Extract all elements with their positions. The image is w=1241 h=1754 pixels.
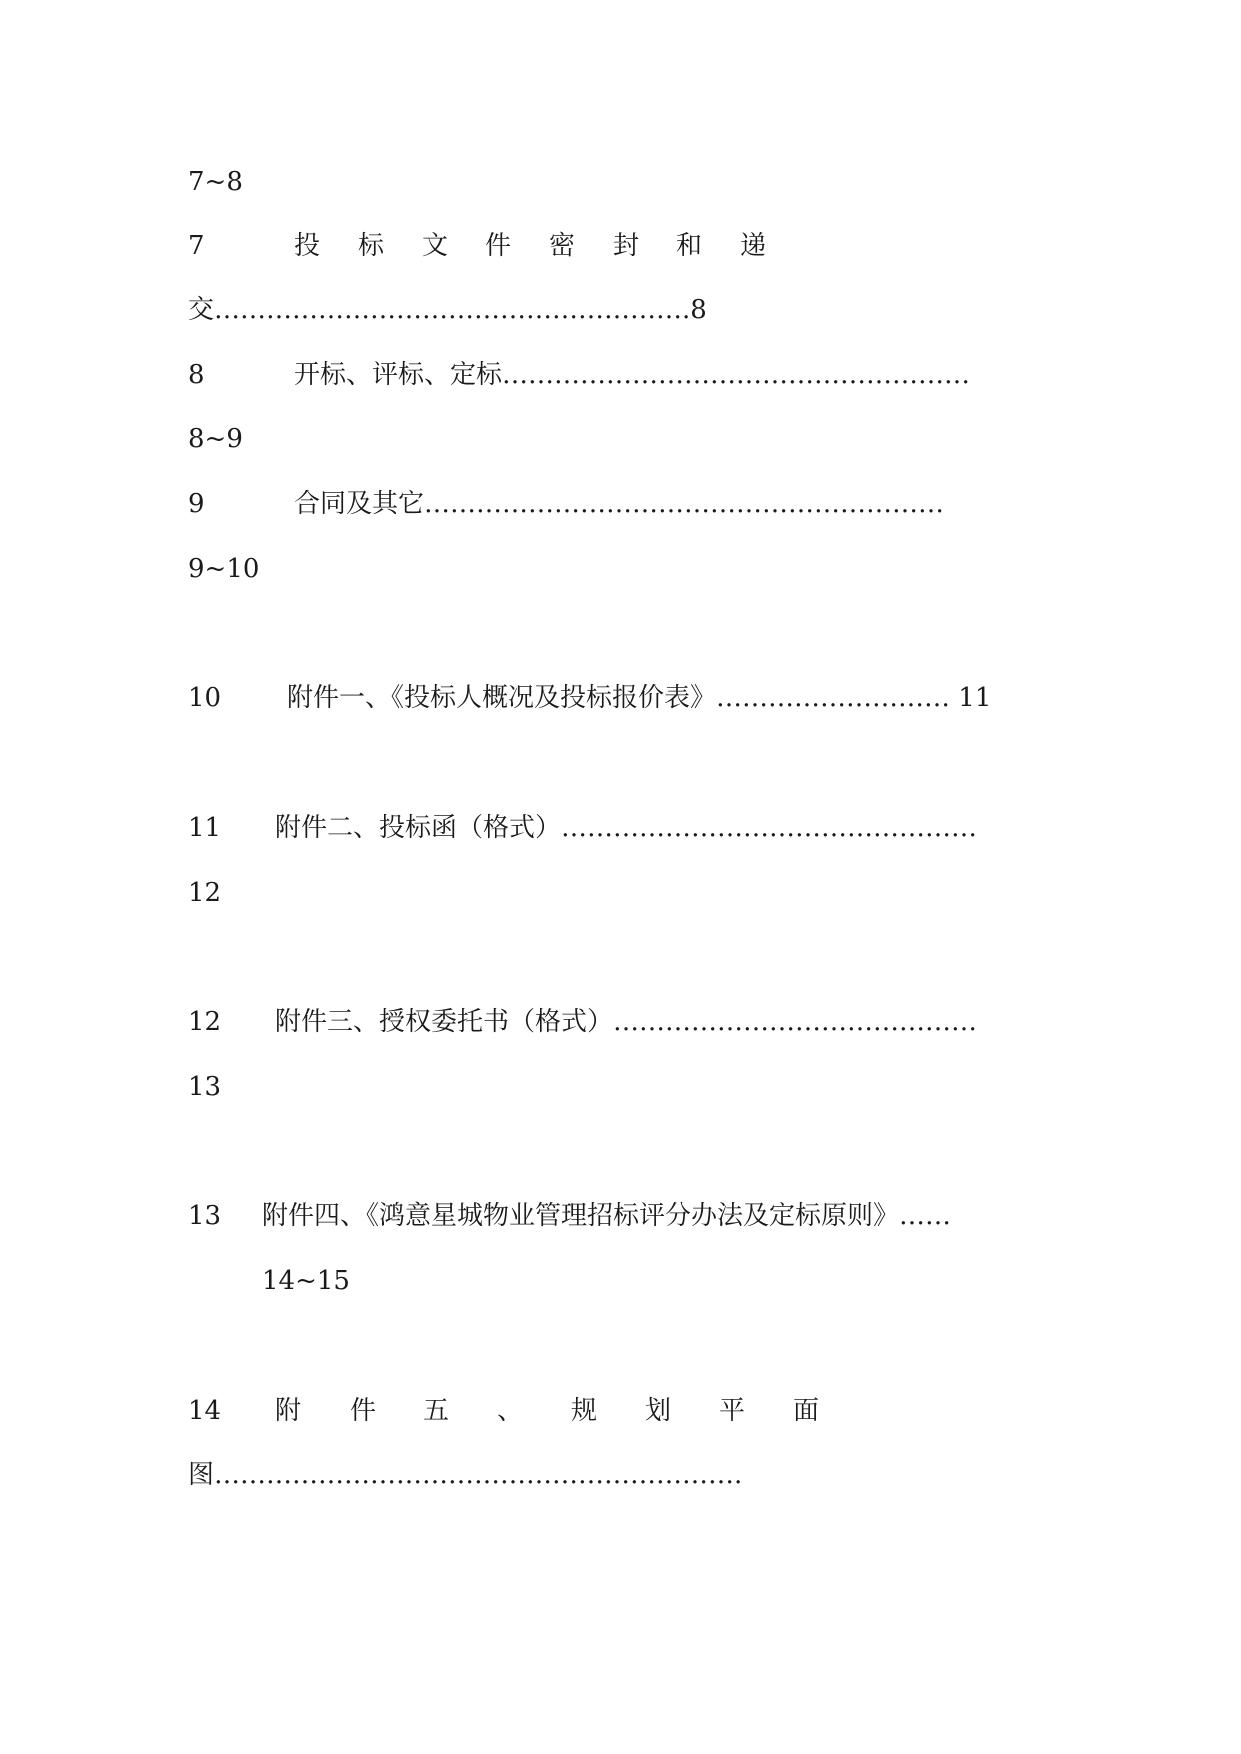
toc-entry-14-char: 五 (423, 1396, 450, 1426)
toc-entry-11-pages: 12 (188, 878, 222, 908)
toc-entry-7-char: 封 (613, 231, 640, 261)
toc-entry-14-char: 规 (571, 1396, 598, 1426)
toc-entry-12-leader: …………………………………… (613, 1007, 978, 1037)
toc-entry-12-number: 12 (188, 1007, 222, 1037)
toc-entry-14-char: 件 (350, 1396, 377, 1426)
toc-entry-14-continuation (188, 1459, 742, 1491)
toc-entry-10-leader: ……………………… 11 (716, 683, 992, 713)
toc-entry-14-number: 14 (188, 1396, 222, 1426)
toc-entry-7-number: 7 (188, 231, 205, 261)
toc-entry-9-pages: 9~10 (188, 554, 260, 584)
toc-entry-9-leader: …………………………………………………… (424, 489, 945, 519)
toc-entry-7-char: 和 (676, 231, 703, 261)
toc-entry-7-cont-text: 交 (188, 295, 215, 325)
toc-entry-14-char: 、 (497, 1396, 524, 1426)
toc-entry-7-char: 件 (485, 231, 512, 261)
toc-entry-7-char: 递 (740, 231, 767, 261)
toc-entry-13-pages: 14~15 (262, 1266, 350, 1296)
toc-entry-10-title (287, 682, 1067, 714)
toc-entry-8-title (294, 359, 1054, 391)
toc-entry-14-char: 划 (645, 1396, 672, 1426)
toc-entry-7-char: 文 (422, 231, 449, 261)
toc-entry-14-char: 附 (275, 1396, 302, 1426)
toc-entry-7-char: 投 (294, 231, 321, 261)
toc-entry-7-leader: ……………………………………………….8 (214, 295, 707, 325)
toc-entry-7-char: 标 (358, 231, 385, 261)
toc-entry-7-continuation (188, 294, 707, 326)
toc-entry-11-leader: ………………………………………… (561, 813, 978, 843)
toc-entry-11-number: 11 (188, 813, 222, 843)
toc-entry-11-text: 附件二、投标函（格式） (275, 813, 562, 843)
toc-entry-14-char: 面 (793, 1396, 820, 1426)
toc-entry-10-text: 附件一、《投标人概况及投标报价表》 (287, 683, 717, 713)
toc-page-range: 7~8 (188, 167, 243, 197)
toc-entry-13-number: 13 (188, 1201, 222, 1231)
toc-entry-12-pages: 13 (188, 1072, 222, 1102)
toc-entry-12-text: 附件三、授权委托书（格式） (275, 1007, 614, 1037)
toc-entry-13-leader: …… (899, 1201, 952, 1231)
toc-entry-13-title (262, 1200, 1042, 1232)
toc-entry-8-text: 开标、评标、定标 (294, 360, 503, 390)
toc-entry-14-char: 平 (719, 1396, 746, 1426)
toc-entry-8-number: 8 (188, 360, 205, 390)
toc-entry-8-pages: 8~9 (188, 424, 243, 454)
toc-entry-14-cont-text: 图 (188, 1460, 215, 1490)
toc-entry-12-title (275, 1006, 1055, 1038)
toc-entry-10-number: 10 (188, 683, 222, 713)
toc-entry-9-text: 合同及其它 (294, 489, 425, 519)
toc-entry-14-leader: ……………………………………………………. (214, 1460, 743, 1490)
toc-entry-9-number: 9 (188, 489, 205, 519)
toc-entry-8-leader: ……………………………………………… (502, 360, 971, 390)
toc-entry-13-text: 附件四、《鸿意星城物业管理招标评分办法及定标原则》 (262, 1201, 900, 1231)
toc-entry-11-title (275, 812, 1055, 844)
toc-entry-9-title (294, 488, 1054, 520)
toc-entry-7-char: 密 (549, 231, 576, 261)
